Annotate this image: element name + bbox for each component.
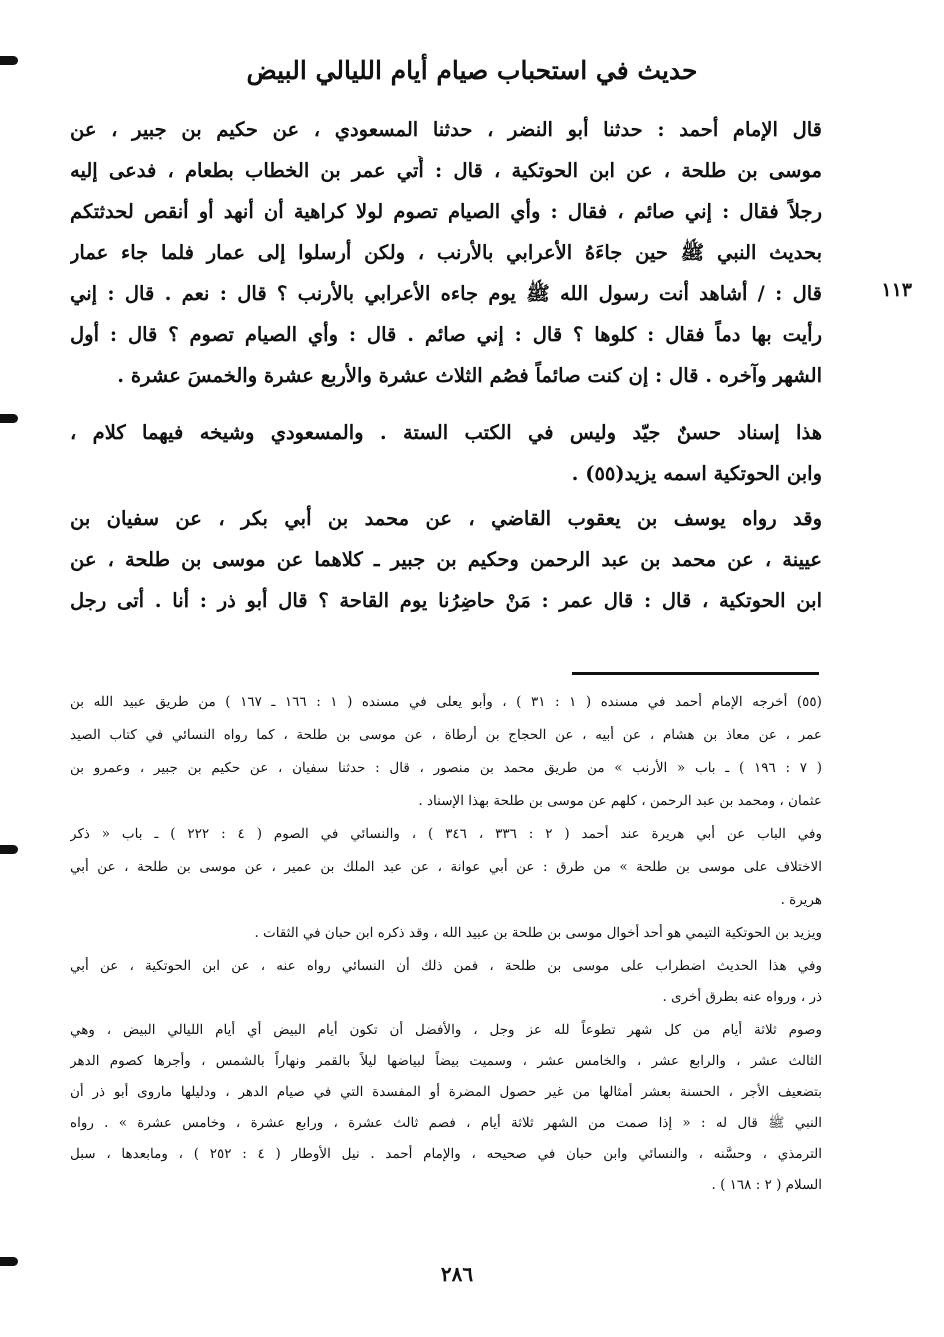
footnote-line: ( ٧ : ١٩٦ ) ـ باب « الأرنب » من طريق محمد بن منصور ، قال : حدثنا سفيان ، عن حكيم بن جبير ، وعمرو بن xyxy=(70,760,822,776)
text-line: موسى بن طلحة ، عن ابن الحوتكية ، قال : أُتي عمر بن الخطاب بطعام ، فدعى إليه xyxy=(70,159,822,182)
text-line: وقد رواه يوسف بن يعقوب القاضي ، عن محمد بن أبي بكر ، عن سفيان بن xyxy=(70,507,822,530)
text-line: قال الإمام أحمد : حدثنا أبو النضر ، حدثنا المسعودي ، عن حكيم بن جبير ، عن xyxy=(70,118,822,141)
text-line: رأيت بها دماً فقال : كلوها ؟ قال : إني صائم . قال : وأي الصيام تصوم ؟ قال : أول xyxy=(70,323,822,346)
footnote-line: النبي ﷺ قال له : « إذا صمت من الشهر ثلاثة أيام ، فصم ثالث عشرة ، ورابع عشرة ، وخامس عشرة » . رواه xyxy=(70,1115,822,1131)
text-line: الشهر وآخره . قال : إن كنت صائماً فصُم الثلاث عشرة والأربع عشرة والخمسَ عشرة . xyxy=(117,364,822,387)
scan-edge-mark xyxy=(0,56,18,65)
page-number: ٢٨٦ xyxy=(440,1262,474,1286)
scan-edge-mark xyxy=(0,1257,18,1266)
footnote-line: (٥٥) أخرجه الإمام أحمد في مسنده ( ١ : ٣١ ) ، وأبو يعلى في مسنده ( ١ : ١٦٦ ـ ١٦٧ ) من طريق عبيد الله بن xyxy=(70,694,822,710)
footnote-line: الترمذي ، وحسَّنه ، والنسائي وابن حبان في صحيحه ، والإمام أحمد . نيل الأوطار ( ٤ : ٢٥٢ ) ، ومابعدها ، سبل xyxy=(70,1146,822,1162)
text-line: رجلاً فقال : إني صائم ، فقال : وأي الصيام تصوم لولا كراهية أن أنهد أو أنقص لحدثتكم xyxy=(70,200,822,223)
text-line: هذا إسناد حسنٌ جيّد وليس في الكتب الستة . والمسعودي وشيخه فيهما كلام ، xyxy=(70,421,822,444)
footnote-line: الاختلاف على موسى بن طلحة » من طرق : عن أبي عوانة ، عن عبد الملك بن عمير ، عن موسى بن طلحة ، عن أبي xyxy=(70,859,822,875)
text-line: عيينة ، عن محمد بن عبد الرحمن وحكيم بن جبير ـ كلاهما عن موسى بن طلحة ، عن xyxy=(70,548,822,571)
footnote-line: هريرة . xyxy=(780,892,822,908)
footnote-line: بتضعيف الأجر ، الحسنة بعشر أمثالها من غير حصول المضرة أو المفسدة التي في صيام الدهر ، ودليلها ماروى أبو ذر أن xyxy=(70,1084,822,1100)
footnote-line: وصوم ثلاثة أيام من كل شهر تطوعاً لله عز وجل ، والأفضل أن تكون أيام البيض أي أيام الليالي البيض ، وهي xyxy=(70,1022,822,1038)
footnote-line: الثالث عشر ، والرابع عشر ، والخامس عشر ، وسميت بيضاً لبياضها ليلاً بالقمر ونهاراً بالشمس ، وأجرها كصوم الدهر xyxy=(70,1053,822,1069)
footnote-line: وفي هذا الحديث اضطراب على موسى بن طلحة ، فمن ذلك أن النسائي رواه عنه ، عن ابن الحوتكية ، عن أبي xyxy=(70,958,822,974)
hadith-number: ١١٣ xyxy=(881,279,912,301)
footnote-line: ذر ، ورواه عنه بطرق أخرى . xyxy=(662,989,822,1005)
text-line: بحديث النبي ﷺ حين جاءَهُ الأعرابي بالأرنب ، ولكن أرسلوا إلى عمار فلما جاء عمار xyxy=(70,241,822,264)
footnote-divider xyxy=(572,672,819,675)
text-line: وابن الحوتكية اسمه يزيد(٥٥) . xyxy=(571,462,822,485)
scan-edge-mark xyxy=(0,845,18,854)
footnote-line: وفي الباب عن أبي هريرة عند أحمد ( ٢ : ٣٣٦ ، ٣٤٦ ) ، والنسائي في الصوم ( ٤ : ٢٢٢ ) ـ باب « ذكر xyxy=(70,826,822,842)
footnote-line: ويزيد بن الحوتكية التيمي هو أحد أخوال موسى بن طلحة بن عبيد الله ، وقد ذكره ابن حبان في الثقات . xyxy=(254,925,822,941)
text-line: قال : / أشاهد أنت رسول الله ﷺ يوم جاءه الأعرابي بالأرنب ؟ قال : نعم . قال : إني xyxy=(70,282,822,305)
footnote-line: عثمان ، ومحمد بن عبد الرحمن ، كلهم عن موسى بن طلحة بهذا الإسناد . xyxy=(418,793,822,809)
scan-edge-mark xyxy=(0,414,18,423)
footnote-line: السلام ( ٢ : ١٦٨ ) . xyxy=(711,1177,822,1193)
footnote-line: عمر ، عن معاذ بن هشام ، عن أبيه ، عن الحجاج بن أرطاة ، عن موسى بن طلحة ، كما رواه النسائي في كتاب الصيد xyxy=(70,727,822,743)
text-line: ابن الحوتكية ، قال : قال عمر : مَنْ حاضِرُنا يوم القاحة ؟ قال أبو ذر : أنا . أتى رجل xyxy=(70,589,822,612)
page-title: حديث في استحباب صيام أيام الليالي البيض xyxy=(246,56,698,85)
